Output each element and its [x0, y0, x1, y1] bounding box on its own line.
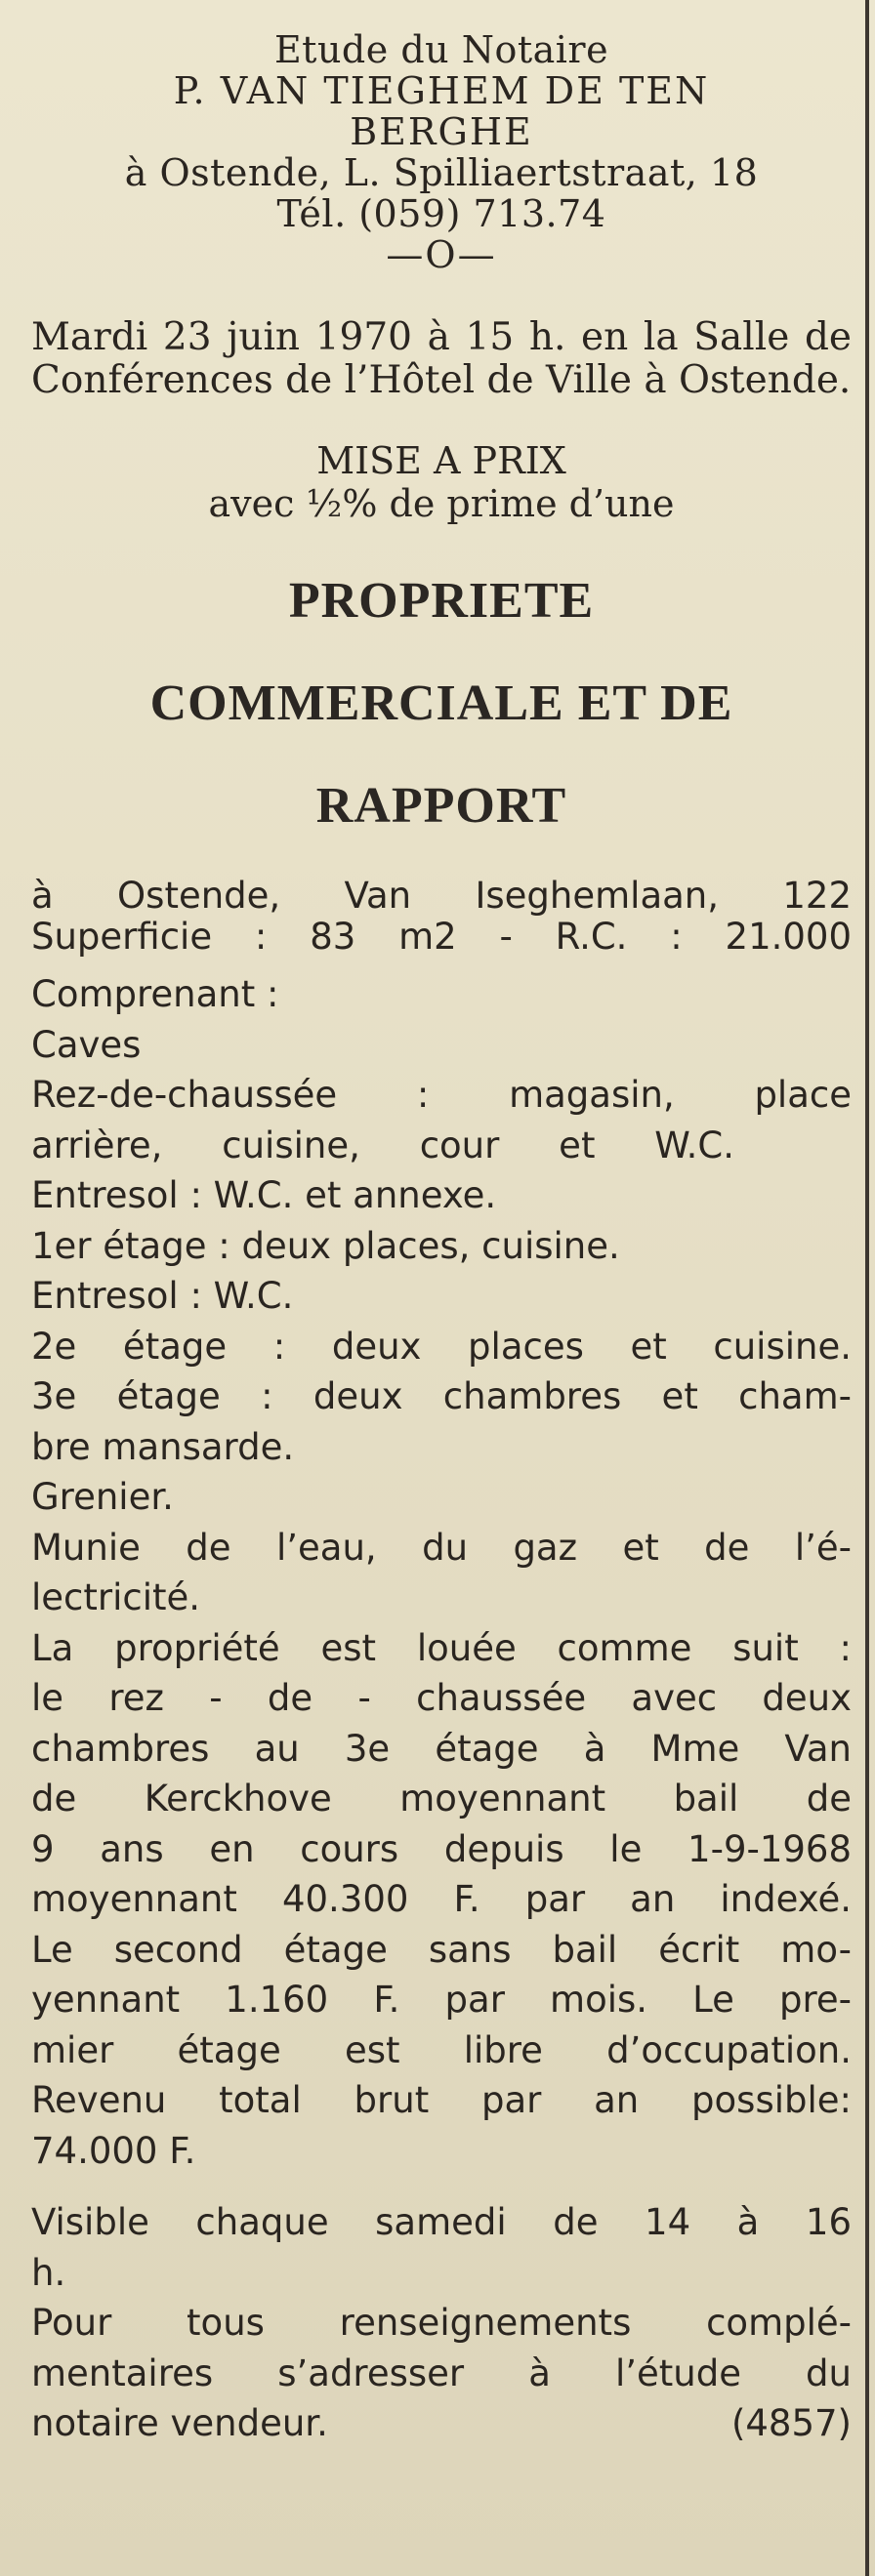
office-phone: Tél. (059) 713.74 [276, 192, 606, 235]
body-line: Comprenant : [31, 973, 279, 1015]
mise-a-prix [31, 439, 852, 525]
body-line: 74.000 F. [31, 2129, 196, 2172]
title-line2: COMMERCIALE ET DE [149, 675, 733, 731]
office-address: à Ostende, L. Spilliaertstraat, 18 [124, 151, 759, 194]
closing-line: Pour tous renseignements complé- [31, 2302, 852, 2344]
body-line: lectricité. [31, 1576, 201, 1618]
title-line1: PROPRIETE [288, 573, 595, 629]
body-line: de Kerckhove moyennant bail de [31, 1778, 852, 1820]
body-line: Rez-de-chaussée : magasin, place [31, 1074, 852, 1116]
body-line: La propriété est louée comme suit : [31, 1626, 852, 1669]
closing-line: h. [31, 2251, 66, 2294]
property-address: à Ostende, Van Iseghemlaan, 122 [31, 875, 852, 917]
closing-line: Visible chaque samedi de 14 à 16 [31, 2201, 852, 2243]
sale-date-location: Mardi 23 juin 1970 à 15 h. en la Salle de Conférences de l’Hôtel de Ville à Ostende. [31, 315, 852, 402]
property-description [31, 969, 852, 2176]
mise-a-prix-line2: avec ½% de prime d’une [208, 482, 675, 525]
body-line: mier étage est libre d’occupation. [31, 2028, 852, 2071]
closing-line: notaire vendeur. [31, 2402, 328, 2444]
notice [31, 29, 852, 2449]
column-rule [865, 0, 869, 2576]
notary-name-line1: P. VAN TIEGHEM DE TEN [173, 69, 710, 112]
body-line: yennant 1.160 F. par mois. Le pre- [31, 1979, 852, 2021]
body-line: 2e étage : deux places et cuisine. [31, 1325, 852, 1368]
body-line: bre mansarde. [31, 1425, 295, 1468]
body-line: Revenu total brut par an possible: [31, 2079, 852, 2121]
body-line: le rez - de - chaussée avec deux [31, 1677, 852, 1719]
body-line: Grenier. [31, 1476, 174, 1518]
title-line3: RAPPORT [315, 778, 567, 834]
body-line: arrière, cuisine, cour et W.C. [31, 1124, 734, 1166]
body-line: moyennant 40.300 F. par an indexé. [31, 1878, 852, 1920]
property-details [31, 876, 852, 958]
body-line: Munie de l’eau, du gaz et de l’é- [31, 1526, 852, 1569]
closing-notes [31, 2197, 852, 2449]
body-line: chambres au 3e étage à Mme Van [31, 1727, 852, 1770]
closing-last-line [31, 2398, 852, 2449]
property-surface: Superficie : 83 m2 - R.C. : 21.000 [31, 916, 852, 958]
mise-a-prix-line1: MISE A PRIX [316, 439, 566, 482]
body-line: Le second étage sans bail écrit mo- [31, 1928, 852, 1971]
body-line: 9 ans en cours depuis le 1-9-1968 [31, 1827, 852, 1870]
body-line: Caves [31, 1023, 142, 1066]
reference-number: (4857) [730, 2402, 852, 2444]
notary-name-line2: BERGHE [350, 110, 533, 153]
separator: —O— [386, 233, 497, 276]
body-line: Entresol : W.C. et annexe. [31, 1174, 497, 1216]
notary-header [31, 29, 852, 275]
body-line: Entresol : W.C. [31, 1275, 294, 1317]
closing-line: mentaires s’adresser à l’étude du [31, 2351, 852, 2394]
office-line: Etude du Notaire [273, 28, 609, 71]
body-line: 3e étage : deux chambres et cham- [31, 1375, 852, 1417]
body-line: 1er étage : deux places, cuisine. [31, 1224, 620, 1267]
